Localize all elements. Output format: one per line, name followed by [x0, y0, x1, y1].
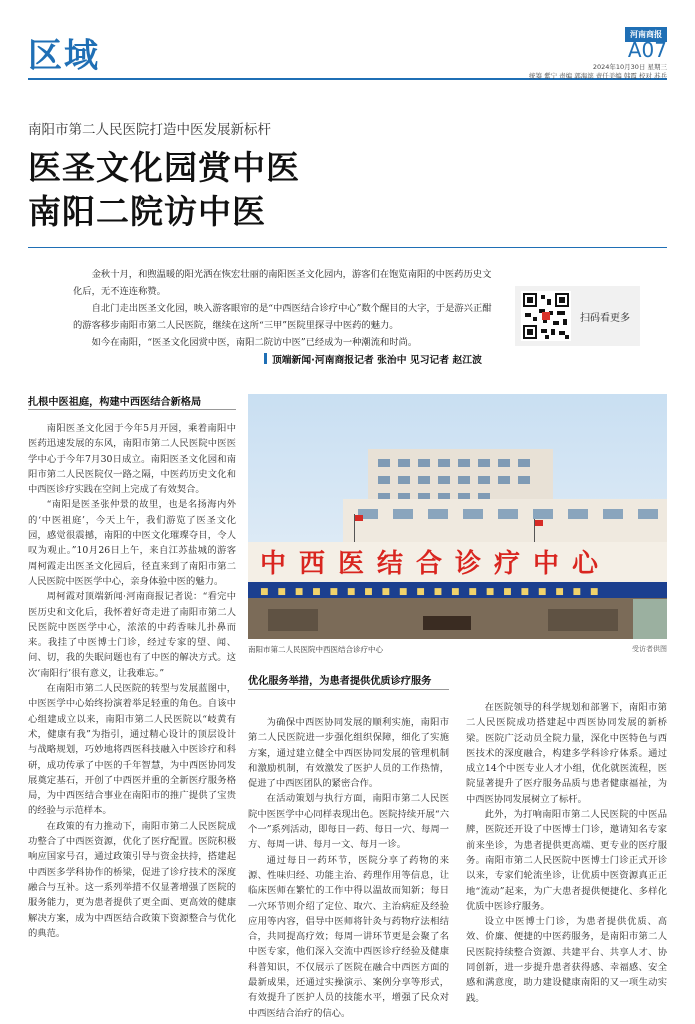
article-column-1 — [28, 421, 236, 941]
section-heading-rule — [28, 409, 236, 410]
qr-code[interactable] — [521, 291, 571, 341]
byline: 顶端新闻·河南商报记者 张治中 见习记者 赵江波 — [272, 355, 482, 366]
body-paragraph: “南阳是医圣张仲景的故里，也是名扬海内外的‘中医祖庭’，今天上午，我们游览了医圣文化园，感觉很震撼，南阳的中医文化璀璨夺目，令人叹为观止。”10月26日上午，来自江苏盐城的游客周柯霞走出医圣文化园后，径直来到了南阳市第二人民医院中医医学中心，亲身体验中医的魅力。 — [28, 499, 236, 587]
body-paragraph: 在医院领导的科学规划和部署下，南阳市第二人民医院成功搭建起中西医协同发展的新桥梁。医院广泛动员全院力量，深化中医特色与西医技术的深度融合，构建多学科诊疗体系。通过成立14个中医专业人才小组，优化就医流程，医院显著提升了医疗服务品质与患者健康福祉，为中西医协同发展树立了标杆。 — [466, 702, 667, 805]
body-paragraph: 在政策的有力推动下，南阳市第二人民医院成功整合了中西医资源，优化了医疗配置。医院积极响应国家号召，通过政策引导与资金扶持，搭建起中西医多学科协作的桥梁，促进了诊疗技术的深度融合与互补。这一系列举措不仅显著增强了医院的服务能力，更为患者提供了更全面、更高效的健康解决方案，成为中西医结合政策下资源整合与优化的典范。 — [28, 820, 236, 939]
headline-divider — [28, 247, 667, 248]
qr-label: 扫码看更多 — [580, 313, 630, 324]
article-column-2 — [248, 715, 449, 1021]
lead-paragraphs — [73, 266, 499, 351]
editor-credits: 统筹 紫宁 责编 郭海滨 责任美编 韩霞 校对 苏兵 — [529, 72, 667, 80]
section-title: 区域 — [28, 36, 100, 76]
photo-caption: 南阳市第二人民医院中西医结合诊疗中心 — [248, 645, 383, 654]
body-paragraph: 在活动策划与执行方面，南阳市第二人民医院中医医学中心同样表现出色。医院持续开展“六个一”系列活动，即每日一药、每日一穴、每周一方、每周一讲、每月一文、每月一诊。 — [248, 793, 449, 851]
section-heading: 扎根中医祖庭，构建中西医结合新格局 — [28, 397, 202, 408]
body-paragraph: 通过每日一药环节，医院分享了药物的来源、性味归经、功能主治、药理作用等信息，让临床医师在繁忙的工作中得以温故而知新；每日一穴环节则介绍了定位、取穴、主治病症及经验应用等内容，倡导中医师将针灸与药物疗法相结合，共同提高疗效；每周一讲环节更是会聚了名中医专家，他们深入交流中西医诊疗经验及健康科普知识，不仅展示了医院在融合中西医方面的最新成果，还通过实操演示、案例分享等形式，有效提升了医护人员的技能水平，增强了民众对中西医结合治疗的信心。 — [248, 854, 449, 1019]
article-column-3 — [466, 700, 667, 1006]
section-heading-rule — [248, 689, 449, 690]
body-paragraph: 周柯霞对顶端新闻·河南商报记者说：“看完中医历史和文化后，我怀着好奇走进了南阳市第二人民医院中医医学中心，浓浓的中药香味儿扑鼻而来。我挂了中医博士门诊，经过专家的望、闻、问、切，我的失眠问题也有了中医的解决方式。这次‘南阳行’很有意义，让我难忘。” — [28, 591, 236, 679]
section-heading: 优化服务举措，为患者提供优质诊疗服务 — [248, 676, 432, 687]
lead-paragraph: 自北门走出医圣文化园，映入游客眼帘的是“中西医结合诊疗中心”数个醒目的大字，于是游兴正酣的游客移步南阳市第二人民医院，继续在这所“三甲”医院里探寻中医药的魅力。 — [73, 303, 492, 331]
lead-paragraph: 如今在南阳，“医圣文化园赏中医，南阳二院访中医”已经成为一种潮流和时尚。 — [91, 337, 418, 348]
kicker: 南阳市第二人民医院打造中医发展新标杆 — [28, 122, 271, 138]
photo-sign-text: 中西医结合诊疗中心 — [260, 549, 612, 579]
photo-credit: 受访者供图 — [632, 645, 667, 653]
body-paragraph: 设立中医博士门诊，为患者提供优质、高效、价廉、便捷的中医药服务，是南阳市第二人民医院持续整合资源、共建平台、共享人才、协同创新，进一步提升患者获得感、幸福感、安全感和满意度，助力建设健康南阳的又一项生动实践。 — [466, 916, 667, 1004]
svg-text:■ ■ ■ ■ ■ ■ ■ ■ ■ ■ ■ ■ ■ ■ ■: ■ ■ ■ ■ ■ ■ ■ ■ ■ ■ ■ ■ ■ ■ ■ ■ ■ ■ ■ ■ — [260, 587, 602, 597]
body-paragraph: 此外，为打响南阳市第二人民医院的中医品牌，医院还开设了中医博士门诊，邀请知名专家前来坐诊，为患者提供更高端、更专业的医疗服务。南阳市第二人民医院中医博士门诊正式开诊以来，专家们轮流坐诊，让优质中医资源真正正地“流动”起来，为广大患者提供便捷化、多样化优质中医诊疗服务。 — [466, 809, 667, 912]
headline-line1: 医圣文化园赏中医 — [28, 148, 300, 187]
body-paragraph: 南阳医圣文化园于今年5月开园，乘着南阳中医药迅速发展的东风，南阳市第二人民医院中医医学中心于今年7月30日成立。南阳医圣文化园和南阳市第二人民医院仅一路之隔，中医药历史文化和中西医诊疗实践在空间上完成了有效契合。 — [28, 423, 236, 496]
page-number: A07 — [627, 38, 667, 62]
body-paragraph: 为确保中西医协同发展的顺利实施，南阳市第二人民医院进一步强化组织保障，细化了实施方案，通过建立健全中西医协同发展的管理机制和激励机制，有效激发了医护人员的工作热情，促进了中西医团队的紧密合作。 — [248, 717, 449, 790]
hospital-building-photo — [248, 394, 667, 639]
headline-line2: 南阳二院访中医 — [28, 192, 266, 231]
lead-paragraph: 金秋十月，和煦温暖的阳光洒在恢宏壮丽的南阳医圣文化园内，游客们在饱览南阳的中医药历史文化后，无不连连称赞。 — [73, 269, 492, 297]
byline-marker — [264, 353, 267, 364]
issue-date: 2024年10月30日 星期三 — [592, 63, 667, 71]
newspaper-brand: 河南商报 — [625, 27, 667, 42]
body-paragraph: 在南阳市第二人民医院的转型与发展蓝图中，中医医学中心始终扮演着举足轻重的角色。自该中心组建成立以来，南阳市第二人民医院以“岐黄有术，健康有我”为指引，通过精心设计的顶层设计与战略规划，巧妙地将西医科技融入中医诊疗和科研，成功传承了中医的千年智慧，为中西医协同发展奠定基石，开创了中西医并重的全新医疗服务格局，为中西医结合事业在南阳市的推广提供了宝贵的经验与示范样本。 — [28, 683, 236, 817]
